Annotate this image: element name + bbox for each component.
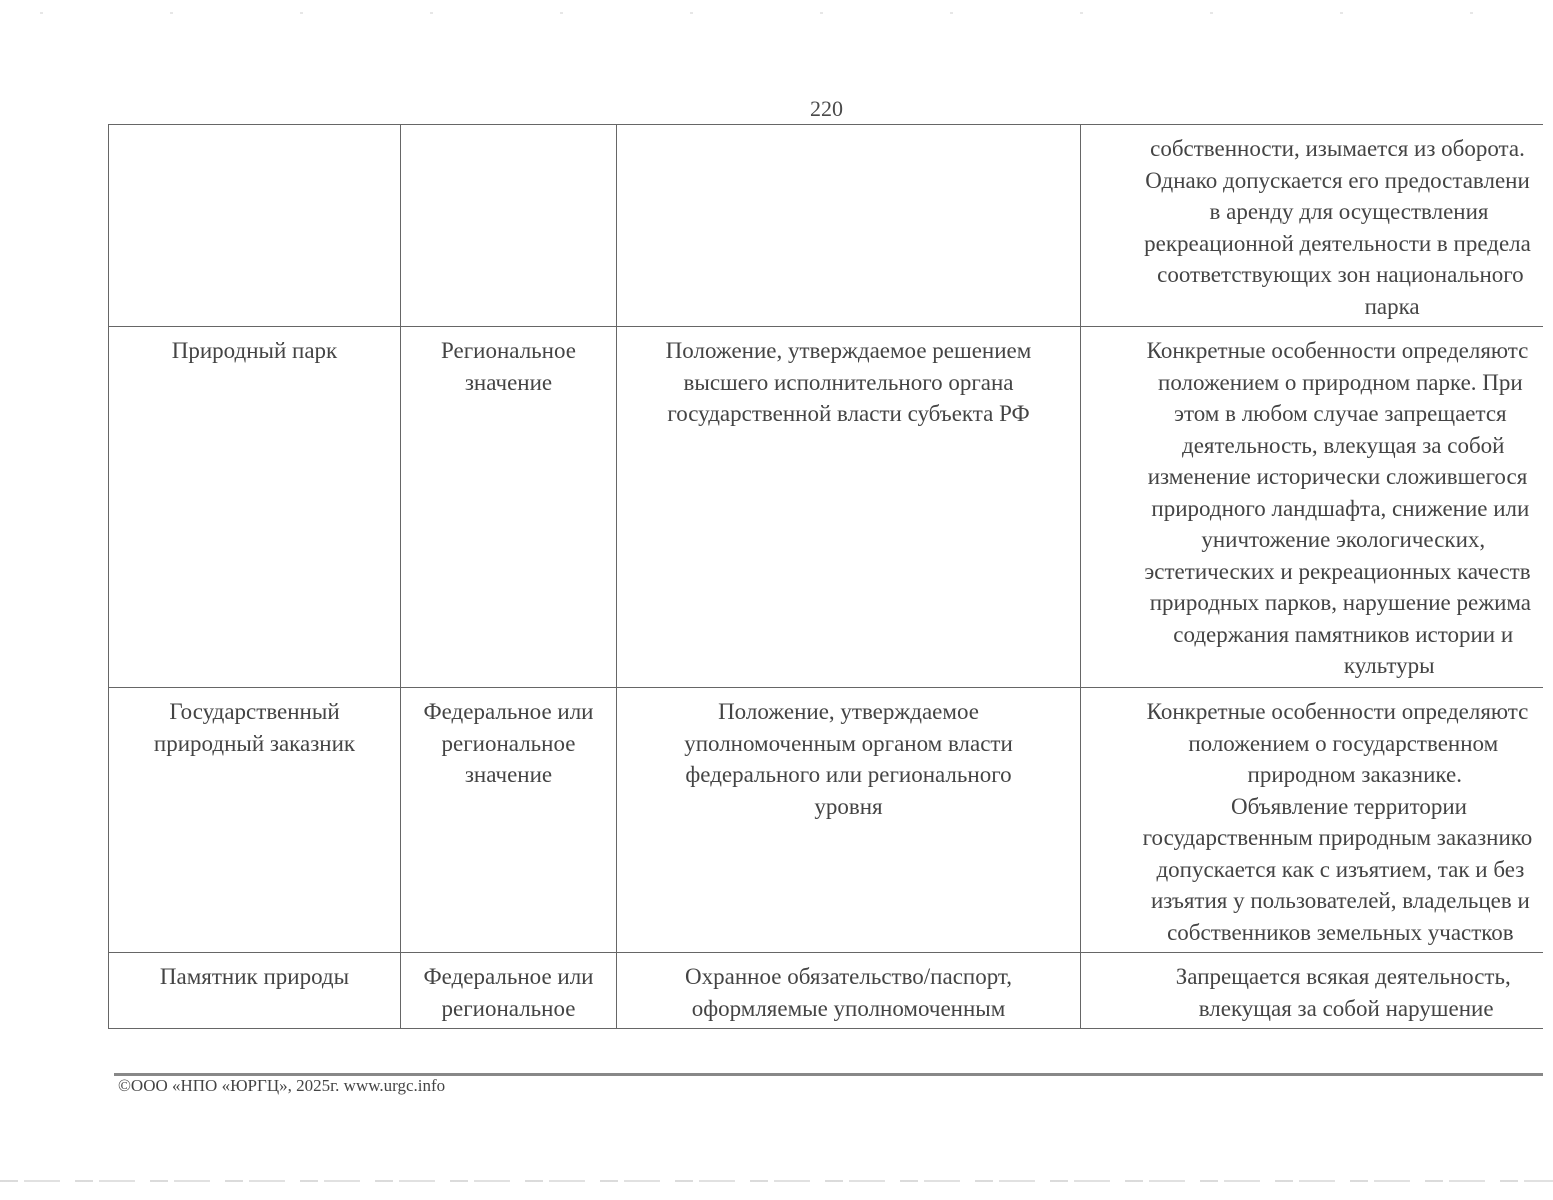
cell-significance: Региональное значение <box>401 327 617 688</box>
cell-type <box>109 125 401 327</box>
cell-significance <box>401 125 617 327</box>
table-row <box>109 953 1544 1029</box>
page-number: 220 <box>810 96 843 121</box>
cell-regime: собственности, изымается из оборота. Однако допускается его предоставлени в аренду для осуществления рекреационной деятельности в предела соответствующих зон национального парка <box>1081 125 1544 327</box>
cell-significance: Федеральное или региональное <box>401 953 617 1029</box>
scan-artifact-bottom <box>0 1180 1553 1182</box>
cell-basis: Положение, утверждаемое решением высшего исполнительного органа государственной власти субъекта РФ <box>617 327 1081 688</box>
cell-type: Природный парк <box>109 327 401 688</box>
cell-significance: Федеральное или региональное значение <box>401 688 617 953</box>
cell-basis: Охранное обязательство/паспорт, оформляемые уполномоченным <box>617 953 1081 1029</box>
cell-basis: Положение, утверждаемое уполномоченным органом власти федерального или регионального уровня <box>617 688 1081 953</box>
footer-copyright: ©ООО «НПО «ЮРГЦ», 2025г. www.urgc.info <box>118 1076 446 1095</box>
table-row <box>109 327 1544 688</box>
cell-regime: Конкретные особенности определяютс положением о природном парке. При этом в любом случае запрещается деятельность, влекущая за собой изменение исторически сложившегося природного ландшафта, снижение или уничтожение экологических, эстетических и рекреационных качеств природных парков, нарушение режима содержания памятников истории и культуры <box>1081 327 1544 688</box>
cell-basis <box>617 125 1081 327</box>
cell-type: Государственный природный заказник <box>109 688 401 953</box>
protected-areas-table <box>108 124 1543 1029</box>
table-row <box>109 688 1544 953</box>
cell-regime: Конкретные особенности определяютс положением о государственном природном заказнике. Объявление территории государственным природным заказнико допускается как с изъятием, так и без изъятия у пользователей, владельцев и собственников земельных участков <box>1081 688 1544 953</box>
cell-type: Памятник природы <box>109 953 401 1029</box>
cell-regime: Запрещается всякая деятельность, влекущая за собой нарушение <box>1081 953 1544 1029</box>
table-row <box>109 125 1544 327</box>
